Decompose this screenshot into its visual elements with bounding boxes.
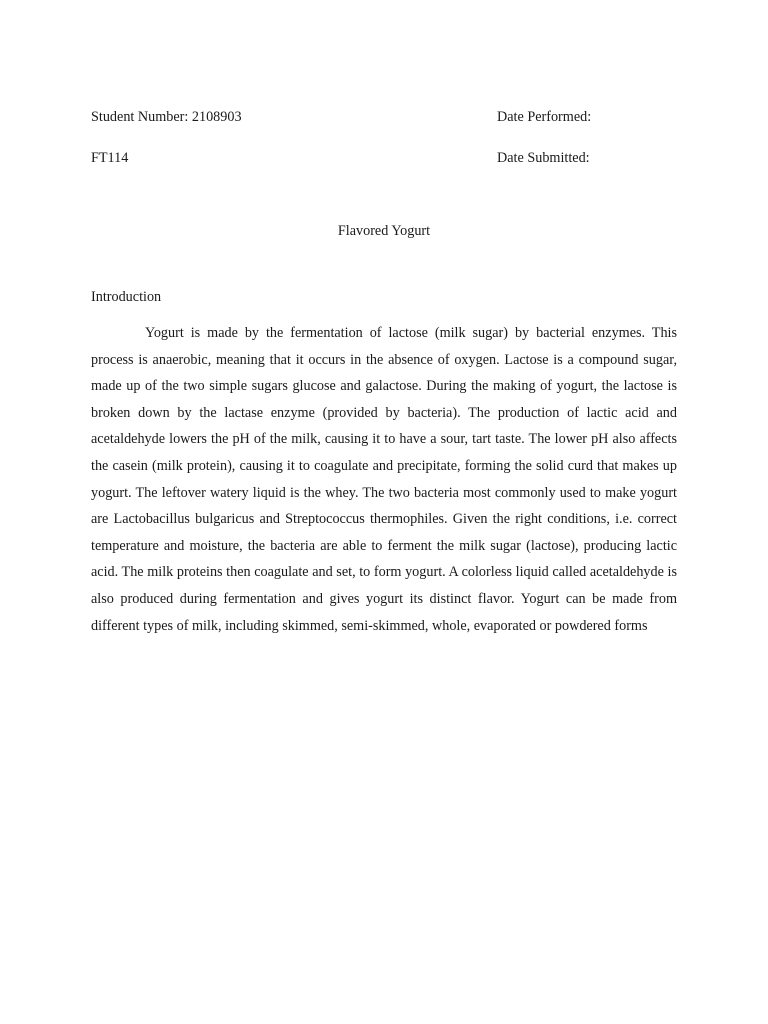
- document-title: Flavored Yogurt: [337, 223, 431, 239]
- student-number: Student Number: 2108903: [91, 109, 242, 125]
- introduction-paragraph: Yogurt is made by the fermentation of lactose (milk sugar) by bacterial enzymes. This process is anaerobic, meaning that it occurs in the absence of oxygen. Lactose is a compound sugar, made up of the two simple sugars glucose and galactose. During the making of yogurt, the lactose is broken down by the lactase enzyme (provided by bacteria). The production of lactic acid and acetaldehyde lowers the pH of the milk, causing it to have a sour, tart taste. The lower pH also affects the casein (milk protein), causing it to coagulate and precipitate, forming the solid curd that makes up yogurt. The leftover watery liquid is the whey. The two bacteria most commonly used to make yogurt are Lactobacillus bulgaricus and Streptococcus thermophiles. Given the right conditions, i.e. correct temperature and moisture, the bacteria are able to ferment the milk sugar (lactose), producing lactic acid. The milk proteins then coagulate and set, to form yogurt. A colorless liquid called acetaldehyde is also produced during fermentation and gives yogurt its distinct flavor. Yogurt can be made from different types of milk, including skimmed, semi-skimmed, whole, evaporated or powdered forms: [91, 325, 677, 634]
- date-performed: Date Performed:: [497, 109, 592, 125]
- section-heading: Introduction: [91, 289, 162, 305]
- date-submitted: Date Submitted:: [497, 150, 590, 166]
- course-code: FT114: [91, 150, 129, 166]
